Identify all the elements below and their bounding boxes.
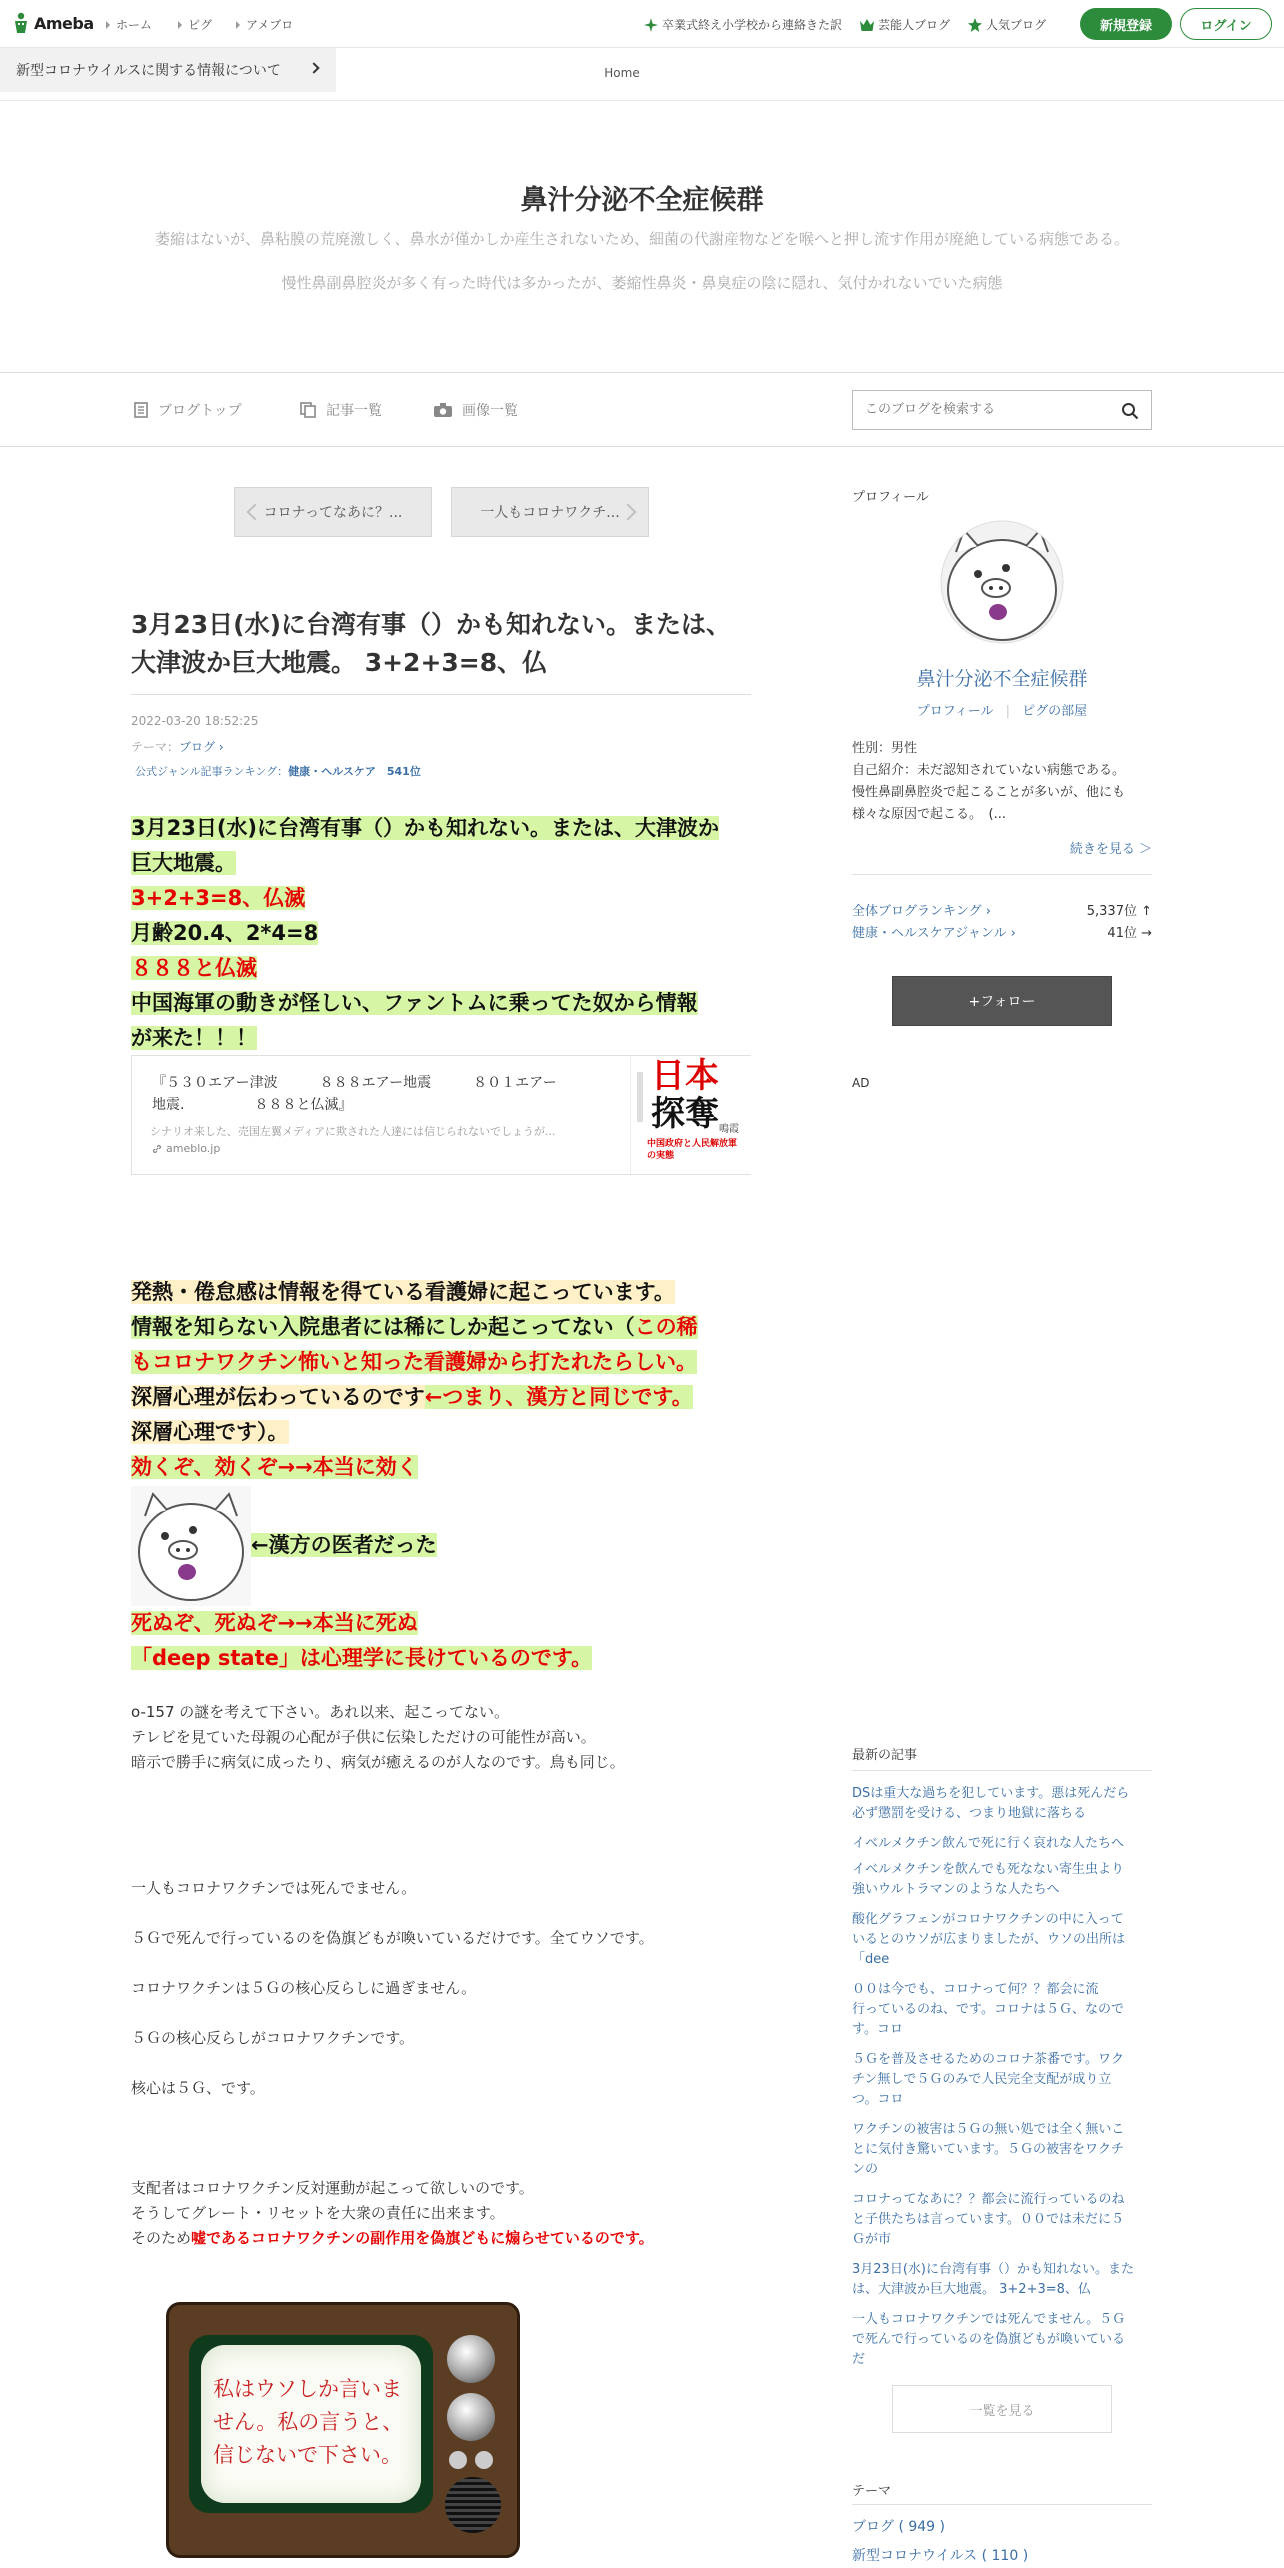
register-button[interactable]: 新規登録 — [1080, 8, 1172, 40]
global-header — [0, 0, 1284, 48]
popular-blog-link[interactable] — [968, 16, 1046, 33]
highlight-line — [131, 986, 698, 1021]
login-button[interactable]: ログイン — [1180, 8, 1272, 40]
star-icon — [968, 18, 982, 32]
theme-heading: テーマ — [852, 2484, 892, 2499]
highlight-text: 月齢20.4、2*4=8 — [131, 921, 319, 945]
body-paragraph: 暗示で勝手に病気に成ったり、病気が癒えるのが人なのです。鳥も同じ。 — [131, 1753, 625, 1771]
recent-article-line: と子供たちは言っています。００では未だに５ — [852, 2212, 1124, 2227]
recent-article-line: コロナってなあに？？都会に流行っているのね — [852, 2192, 1125, 2207]
recent-article-link[interactable] — [852, 1910, 1152, 1970]
tv-knob-icon — [447, 2335, 495, 2383]
nav-pigg-label: ピグ — [188, 18, 213, 32]
tv-message-line: 私はウソしか言いま — [213, 2377, 402, 2401]
recent-article-link[interactable] — [852, 2190, 1152, 2250]
highlight-line — [131, 846, 236, 881]
profile-intro-line: 慢性鼻副鼻腔炎で起こることが多いが、他にも — [852, 785, 1126, 800]
card-title-line2: 地震. ８８８と仏滅』 — [152, 1097, 353, 1113]
recent-article-line: ５Ｇを普及させるためのコロナ茶番です。ワク — [852, 2052, 1124, 2067]
entry-title-line1: 3月23日(水)に台湾有事（）かも知れない。または、 — [131, 610, 732, 639]
profile-intro-line: 自己紹介：未だ認知されていない病態である。 — [852, 763, 1126, 778]
recent-article-line: ００は今でも、コロナって何？？都会に流 — [852, 1982, 1099, 1997]
thumb-title-bottom: 探奪 — [651, 1094, 719, 1134]
highlight-line — [131, 1275, 675, 1310]
highlight-text: 3+2+3=8、仏滅 — [131, 886, 306, 910]
entry-theme: テーマ：ブログ › — [131, 740, 224, 754]
recent-article-line: Ｇが市 — [852, 2232, 892, 2247]
recent-article-link[interactable] — [852, 1860, 1152, 1900]
recent-article-line: で死んで行っているのを偽旗どもが喚いている — [852, 2332, 1126, 2347]
recent-article-line: DSは重大な過ちを犯しています。悪は死んだら — [852, 1786, 1130, 1801]
tv-screen — [201, 2345, 421, 2503]
chevron-right-icon — [178, 21, 182, 29]
link-icon — [152, 1144, 162, 1154]
blog-description-line1: 萎縮はないが、鼻粘膜の荒廃激しく、鼻水が僅かしか産生されないため、細菌の代謝産物などを喉へと押し流す作用が廃絶している病態である。 — [154, 230, 1130, 248]
highlight-text: が来た！！！ — [131, 1026, 257, 1050]
highlight-text: 発熱・倦怠感は情報を得ている看護婦に起こっています。 — [131, 1280, 675, 1304]
nav-home[interactable] — [106, 16, 152, 33]
overall-ranking-label: 全体ブログランキング — [852, 904, 982, 919]
highlight-line — [251, 1528, 437, 1563]
highlight-line — [131, 1310, 698, 1345]
highlight-text: 深層心理が伝わっているのです — [131, 1385, 425, 1409]
genre-ranking-link[interactable]: 健康・ヘルスケアジャンル › — [852, 926, 1016, 941]
theme-link[interactable]: ブログ — [179, 740, 216, 754]
profile-gender: 性別：男性 — [852, 741, 918, 756]
link-card[interactable] — [131, 1055, 751, 1175]
highlight-line — [131, 811, 719, 846]
ad-label: AD — [852, 1076, 870, 1090]
body-paragraph: ５Ｇの核心反らしがコロナワクチンです。 — [131, 2029, 415, 2047]
menu-article-list[interactable] — [300, 400, 382, 420]
highlight-line — [131, 1021, 257, 1056]
thumb-decoration — [637, 1072, 643, 1122]
chevron-right-icon — [620, 504, 637, 521]
highlight-text: この稀 — [634, 1315, 698, 1339]
card-description: シナリオ来した、売国左翼メディアに欺された人達には信じられないでしょうが... — [150, 1125, 556, 1138]
profile-heading: プロフィール — [852, 490, 929, 505]
recent-article-line: は、大津波か巨大地震。 3+2+3=8、仏 — [852, 2282, 1091, 2297]
trend-link[interactable] — [644, 16, 842, 33]
entry-title-line2: 大津波か巨大地震。 3+2+3=8、仏 — [131, 648, 548, 677]
highlight-text: 「deep state」は心理学に長けているのです。 — [131, 1646, 593, 1670]
genre-ranking-value: 41位 → — [1107, 926, 1152, 941]
tv-button-icon — [449, 2451, 467, 2469]
highlight-line — [131, 1345, 697, 1380]
recent-article-link[interactable] — [852, 2120, 1152, 2180]
card-title — [152, 1072, 557, 1116]
menu-image-list[interactable] — [434, 400, 518, 420]
recent-article-line: イベルメクチン飲んで死に行く哀れな人たちへ — [852, 1836, 1124, 1851]
entry-title[interactable] — [131, 606, 751, 682]
divider — [852, 874, 1152, 875]
thumb-author: 鳴霞 — [719, 1124, 739, 1135]
camera-icon — [434, 403, 452, 417]
celebrity-blog-label: 芸能人ブログ — [878, 18, 951, 32]
divider — [852, 1770, 1152, 1771]
body-paragraph: コロナワクチンは５Ｇの核心反らしに過ぎません。 — [131, 1979, 477, 1997]
recent-article-link[interactable] — [852, 1784, 1152, 1824]
body-paragraph — [131, 2226, 654, 2250]
recent-article-line: 「dee — [852, 1952, 890, 1967]
tv-message-line: 信じないで下さい。 — [213, 2443, 402, 2467]
highlight-line — [131, 881, 305, 916]
highlight-line — [131, 1450, 418, 1485]
highlight-line — [131, 1606, 418, 1641]
crown-icon — [860, 19, 874, 31]
recent-article-line: 3月23日(水)に台湾有事（）かも知れない。また — [852, 2262, 1134, 2277]
divider — [852, 2504, 1152, 2505]
tv-knob-icon — [447, 2393, 495, 2441]
tv-message — [213, 2373, 403, 2472]
profile-intro-line: 様々な原因で起こる。 (... — [852, 807, 1006, 822]
theme-item[interactable]: ブログ ( 949 ) — [852, 2519, 945, 2535]
body-paragraph: ５Ｇで死んで行っているのを偽旗どもが喚いているだけです。全てウソです。 — [131, 1929, 654, 1947]
thumb-title-top: 日本 — [651, 1056, 719, 1096]
next-article-label: 一人もコロナワクチ... — [480, 505, 620, 521]
highlight-text: 3月23日(水)に台湾有事（）かも知れない。または、大津波か — [131, 816, 720, 840]
highlight-text: 情報を知らない入院患者には稀にしか起こってない（ — [131, 1315, 635, 1339]
breadcrumb[interactable]: Home — [604, 66, 640, 80]
popular-blog-label: 人気ブログ — [986, 18, 1047, 32]
highlight-text: 死ぬぞ、死ぬぞ→→本当に死ぬ — [131, 1611, 418, 1635]
covid-notice-label: 新型コロナウイルスに関する情報について — [16, 63, 281, 79]
prev-article-button[interactable] — [234, 487, 432, 537]
divider — [0, 372, 1284, 373]
body-paragraph: 核心は５Ｇ、です。 — [131, 2079, 265, 2097]
document-icon — [134, 402, 148, 418]
recent-article-link[interactable] — [852, 2310, 1152, 2370]
next-article-button[interactable] — [451, 487, 649, 537]
chevron-right-icon — [106, 21, 110, 29]
entry-date: 2022-03-20 18:52:25 — [131, 714, 259, 728]
highlight-text: 巨大地震。 — [131, 851, 236, 875]
recent-article-line: 必ず懲罰を受ける、つまり地獄に落ちる — [852, 1806, 1087, 1821]
recent-article-link[interactable] — [852, 1834, 1152, 1854]
overall-ranking-link[interactable]: 全体ブログランキング › — [852, 904, 991, 919]
body-paragraph: o-157 の謎を考えて下さい。あれ以来、起こってない。 — [131, 1703, 509, 1721]
recent-article-link[interactable] — [852, 2260, 1152, 2300]
divider — [0, 446, 1284, 447]
card-thumbnail — [630, 1056, 751, 1174]
highlight-text: もコロナワクチン怖いと知った看護婦から打たれたらしい。 — [131, 1350, 697, 1374]
recent-article-line: 行っているのね、です。コロナは５Ｇ、なので — [852, 2002, 1124, 2017]
highlight-line — [131, 1380, 693, 1415]
nav-ameblo-label: アメブロ — [246, 18, 294, 32]
body-paragraph: テレビを見ていた母親の心配が子供に伝染しただけの可能性が高い。 — [131, 1728, 596, 1746]
recent-article-line: 一人もコロナワクチンでは死んでません。５Ｇ — [852, 2312, 1126, 2327]
thumb-caption: 中国政府と人民解放軍の実態 — [647, 1139, 738, 1161]
celebrity-blog-link[interactable] — [860, 16, 950, 33]
tv-button-icon — [475, 2451, 493, 2469]
recent-article-line: チン無しで５Ｇのみで人民完全支配が成り立 — [852, 2072, 1112, 2087]
blog-search[interactable] — [852, 390, 1152, 430]
card-domain-text: ameblo.jp — [166, 1142, 221, 1155]
chevron-left-icon — [247, 504, 264, 521]
search-icon[interactable] — [1121, 402, 1139, 420]
avatar[interactable] — [940, 520, 1064, 644]
nav-pigg[interactable] — [178, 16, 212, 33]
pig-character-image[interactable] — [131, 1486, 251, 1606]
recent-article-line: いるとのウソが広まりましたが、ウソの出所は — [852, 1932, 1126, 1947]
highlight-text: ←つまり、漢方と同じです。 — [424, 1385, 693, 1409]
recent-article-link[interactable] — [852, 2050, 1152, 2110]
menu-blog-top[interactable] — [134, 400, 242, 420]
body-emphasis: 嘘であるコロナワクチンの副作用を偽旗どもに煽らせているのです。 — [191, 2229, 654, 2247]
divider — [131, 694, 751, 695]
recent-article-line: す。コロ — [852, 2022, 903, 2037]
profile-intro — [852, 738, 1152, 826]
body-text: そのため — [131, 2229, 192, 2247]
theme-label: テーマ： — [131, 740, 180, 754]
recent-article-line: 強いウルトラマンのような人たちへ — [852, 1882, 1060, 1897]
recent-article-line: とに気付き驚いています。５Ｇの被害をワクチ — [852, 2142, 1124, 2157]
chevron-right-icon — [236, 21, 240, 29]
recent-article-line: ワクチンの被害は５Ｇの無い処では全く無いこ — [852, 2122, 1125, 2137]
prev-article-label: コロナってなあに？... — [263, 505, 403, 521]
highlight-text: ８８８と仏滅 — [131, 956, 257, 980]
ranking-value: 健康・ヘルスケア 541位 — [288, 765, 421, 778]
highlight-line — [131, 916, 318, 951]
tv-message-line: せん。私の言うと、 — [213, 2410, 404, 2434]
blog-title[interactable]: 鼻汁分泌不全症候群 — [520, 185, 764, 216]
recent-article-line: 酸化グラフェンがコロナワクチンの中に入って — [852, 1912, 1124, 1927]
menu-blog-top-label: ブログトップ — [158, 403, 242, 419]
highlight-text: ←漢方の医者だった — [251, 1533, 437, 1557]
blog-description-line2: 慢性鼻副鼻腔炎が多く有った時代は多かったが、萎縮性鼻炎・鼻臭症の陰に隠れ、気付かれないでいた病態 — [281, 274, 1003, 292]
profile-links: プロフィール | ピグの部屋 — [916, 704, 1088, 719]
search-input[interactable] — [865, 402, 1105, 417]
genre-ranking-label: 健康・ヘルスケアジャンル — [852, 926, 1007, 941]
theme-item[interactable]: 新型コロナウイルス ( 110 ) — [852, 2548, 1029, 2564]
tv-image[interactable] — [166, 2302, 520, 2558]
recent-article-line: イベルメクチンを飲んでも死なない寄生虫より — [852, 1862, 1124, 1877]
nav-home-label: ホーム — [116, 18, 153, 32]
highlight-text: 深層心理です）。 — [131, 1420, 289, 1444]
highlight-line — [131, 1641, 592, 1676]
ameba-logo[interactable] — [12, 12, 94, 34]
overall-ranking-value: 5,337位 ↑ — [1086, 904, 1152, 919]
recent-article-line: つ。コロ — [852, 2092, 904, 2107]
trend-link-label: 卒業式終え小学校から連絡きた訳 — [662, 18, 843, 32]
recent-article-line: ンの — [852, 2162, 879, 2177]
body-paragraph: そうしてグレート・リセットを大衆の責任に出来ます。 — [131, 2204, 505, 2222]
ranking-label: 公式ジャンル記事ランキング： — [135, 765, 289, 778]
card-domain — [152, 1142, 220, 1155]
body-paragraph: 一人もコロナワクチンでは死んでません。 — [131, 1879, 417, 1897]
body-paragraph: 支配者はコロナワクチン反対運動が起こって欲しいのです。 — [131, 2179, 534, 2197]
highlight-text: 効くぞ、効くぞ→→本当に効く — [131, 1455, 418, 1479]
profile-name[interactable]: 鼻汁分泌不全症候群 — [916, 668, 1088, 690]
logo-text: Ameba — [34, 13, 94, 33]
highlight-line — [131, 1415, 289, 1450]
recent-article-link[interactable] — [852, 1980, 1152, 2040]
ameba-logo-icon — [12, 12, 30, 34]
entry-ranking[interactable] — [135, 763, 421, 779]
follow-button[interactable]: +フォロー — [892, 976, 1112, 1026]
menu-article-list-label: 記事一覧 — [326, 403, 382, 419]
recent-article-line: だ — [852, 2352, 866, 2367]
see-all-button[interactable]: 一覧を見る — [892, 2385, 1112, 2433]
menu-image-list-label: 画像一覧 — [462, 403, 518, 419]
highlight-text: 中国海軍の動きが怪しい、ファントムに乗ってた奴から情報 — [131, 991, 698, 1015]
card-title-line1: 『５３０エアー津波 ８８８エアー地震 ８０１エアー — [152, 1075, 557, 1091]
nav-ameblo[interactable] — [236, 16, 293, 33]
copy-icon — [300, 402, 316, 418]
divider — [0, 100, 1284, 101]
tv-speaker-icon — [445, 2477, 501, 2533]
highlight-line — [131, 951, 257, 986]
profile-more-link[interactable]: 続きを見る ＞ — [1069, 842, 1152, 857]
pig-room-link[interactable]: ピグの部屋 — [1022, 704, 1088, 719]
profile-link[interactable]: プロフィール — [916, 704, 994, 719]
recent-heading: 最新の記事 — [852, 1748, 918, 1763]
sparkle-icon — [644, 18, 658, 32]
